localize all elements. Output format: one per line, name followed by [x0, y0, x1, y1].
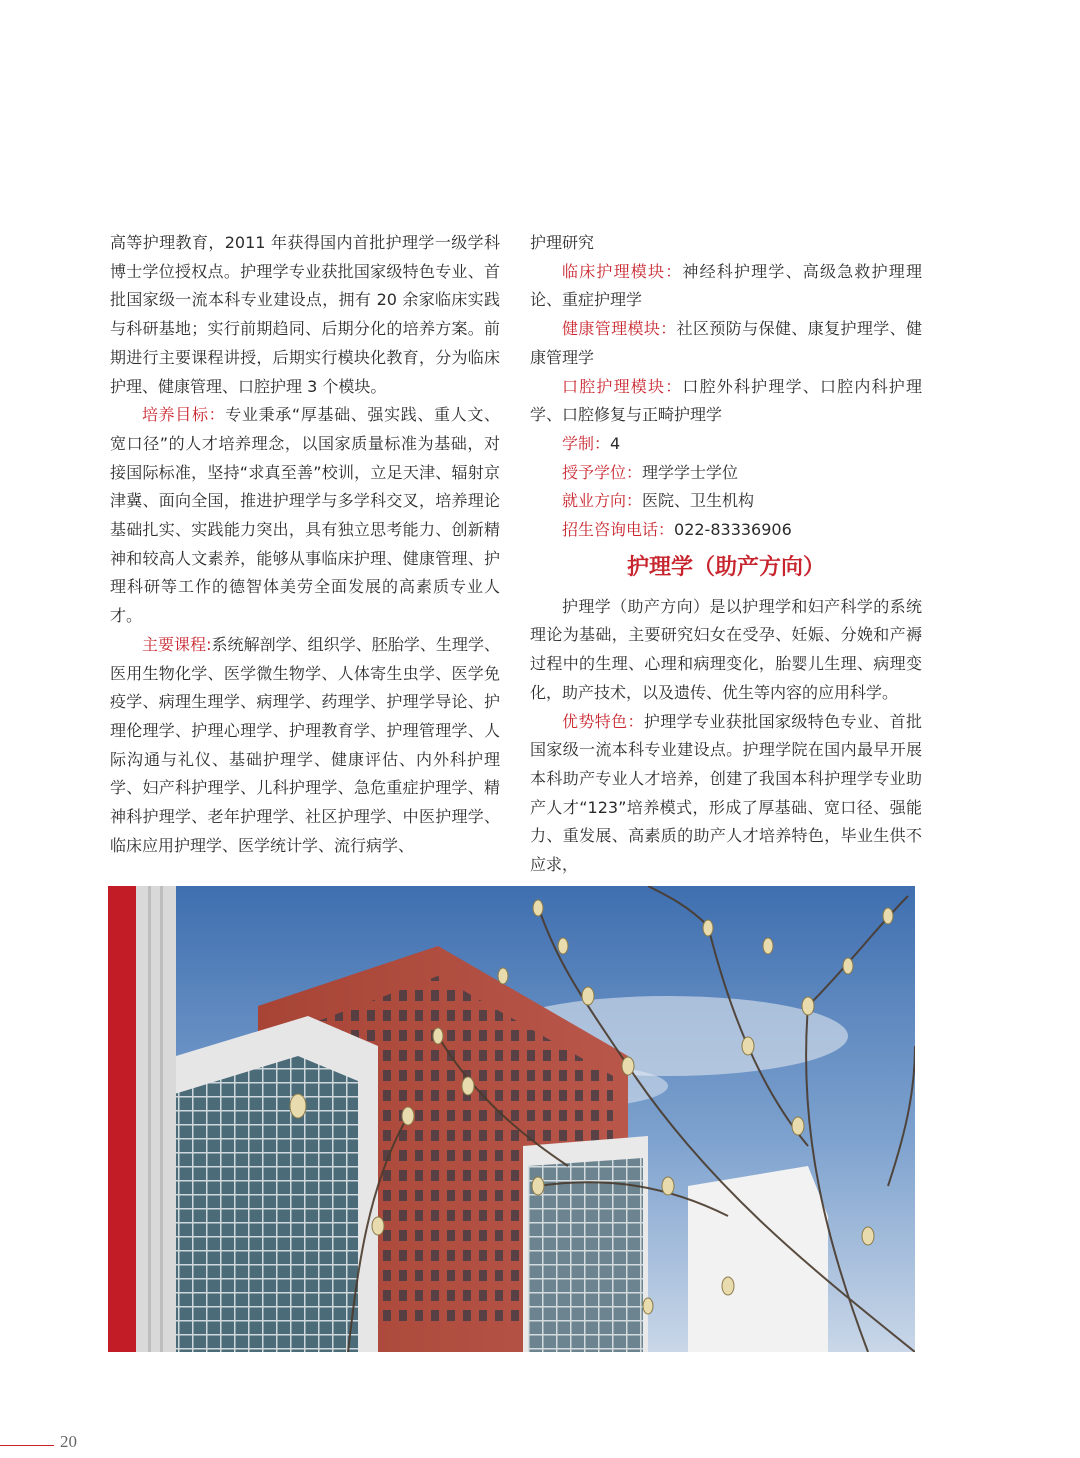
degree-line	[530, 459, 922, 488]
health-module	[530, 315, 922, 372]
left-column	[110, 229, 500, 860]
goal-paragraph	[110, 401, 500, 631]
page-number: 20	[60, 1432, 77, 1451]
phone-value: 022-83336906	[674, 520, 792, 540]
courses-paragraph	[110, 631, 500, 861]
health-label: 健康管理模块：	[562, 319, 677, 339]
career-line	[530, 487, 922, 516]
degree-value: 理学学士学位	[642, 462, 739, 482]
section-title: 护理学（助产方向）	[626, 554, 825, 580]
intro-paragraph: 高等护理教育，2011 年获得国内首批护理学一级学科博士学位授权点。护理学专业获批国家级特色专业、首批国家级一流本科专业建设点，拥有 20 余家临床实践与科研基地；实行前期趋同、后期分化的培养方案。前期进行主要课程讲授，后期实行模块化教育，分为临床护理、健康管理、口腔护理 3 个模块。	[110, 233, 500, 396]
continuation-text: 护理研究	[530, 233, 595, 252]
degree-label: 授予学位：	[562, 462, 643, 482]
oral-text: 口腔外科护理学、口腔内科护理学、口腔修复与正畸护理学	[530, 376, 922, 425]
advantage-paragraph	[530, 708, 922, 880]
campus-photo-illustration	[108, 886, 915, 1352]
goal-label: 培养目标：	[142, 405, 226, 425]
clinical-text: 神经科护理学、高级急救护理理论、重症护理学	[530, 261, 922, 310]
advantage-label: 优势特色：	[562, 711, 644, 731]
health-text: 社区预防与保健、康复护理学、健康管理学	[530, 319, 922, 367]
oral-label: 口腔护理模块：	[562, 376, 683, 396]
duration-label: 学制：	[562, 433, 611, 453]
clinical-label: 临床护理模块：	[562, 261, 683, 281]
career-label: 就业方向：	[562, 491, 643, 511]
footer-rule	[0, 1445, 54, 1446]
goal-text: 专业秉承“厚基础、强实践、重人文、宽口径”的人才培养理念，以国家质量标准为基础，对接国际标准，坚持“求真至善”校训，立足天津、辐射京津冀、面向全国，推进护理学与多学科交叉，培养理论基础扎实、实践能力突出，具有独立思考能力、创新精神和较高人文素养，能够从事临床护理、健康管理、护理科研等工作的德智体美劳全面发展的高素质专业人才。	[110, 405, 500, 626]
right-column	[530, 229, 922, 880]
courses-label: 主要课程:	[142, 634, 212, 654]
courses-text: 系统解剖学、组织学、胚胎学、生理学、医用生物化学、医学微生物学、人体寄生虫学、医学免疫学、病理生理学、病理学、药理学、护理学导论、护理伦理学、护理心理学、护理教育学、护理管理学、人际沟通与礼仪、基础护理学、健康评估、内外科护理学、妇产科护理学、儿科护理学、急危重症护理学、精神科护理学、老年护理学、社区护理学、中医护理学、临床应用护理学、医学统计学、流行病学、	[110, 634, 500, 855]
duration-line	[530, 430, 922, 459]
phone-line	[530, 516, 922, 545]
advantage-text: 护理学专业获批国家级特色专业、首批国家级一流本科专业建设点。护理学院在国内最早开展本科助产专业人才培养，创建了我国本科护理学专业助产人才“123”培养模式，形成了厚基础、宽口径、强能力、重发展、高素质的助产人才培养特色，毕业生供不应求，	[530, 711, 922, 875]
phone-label: 招生咨询电话：	[562, 520, 675, 540]
duration-value: 4	[610, 433, 621, 453]
clinical-module	[530, 258, 922, 315]
section-intro: 护理学（助产方向）是以护理学和妇产科学的系统理论为基础，主要研究妇女在受孕、妊娠、分娩和产褥过程中的生理、心理和病理变化，胎婴儿生理、病理变化，助产技术，以及遗传、优生等内容的应用科学。	[530, 596, 922, 702]
campus-photo	[108, 886, 915, 1352]
oral-module	[530, 373, 922, 430]
career-value: 医院、卫生机构	[642, 491, 755, 511]
